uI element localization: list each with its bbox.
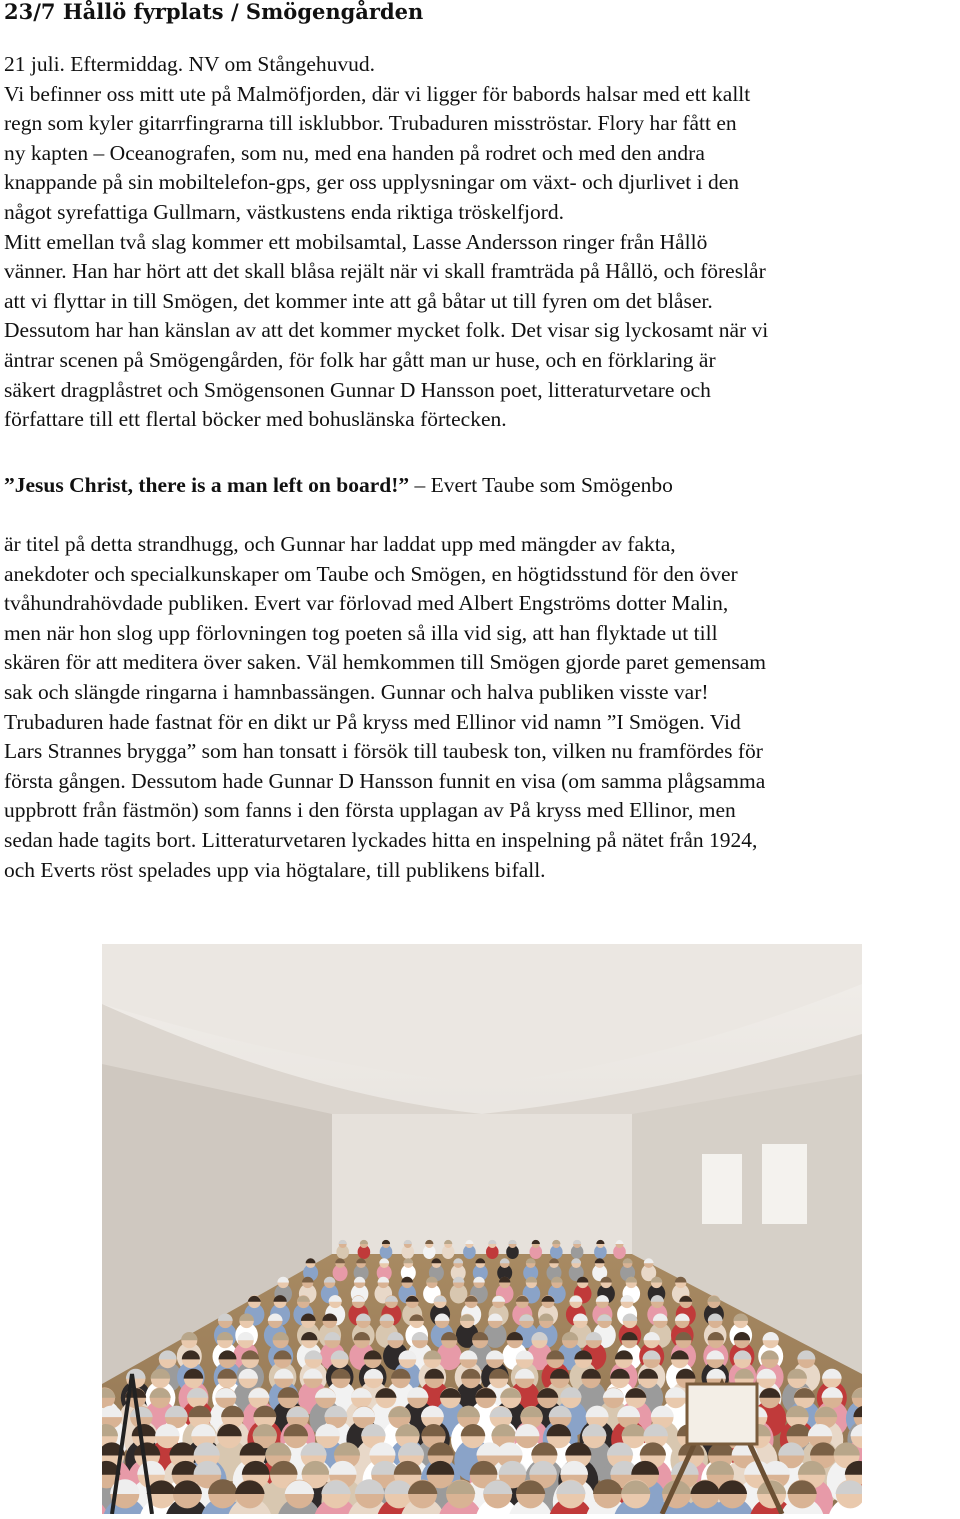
text-line: uppbrott från fästmön) som fanns i den första upplagan av På kryss med Ellinor, men <box>4 798 736 823</box>
text-line: anekdoter och specialkunskaper om Taube och Smögen, en högtidsstund för den över <box>4 561 738 586</box>
text-line: 21 juli. Eftermiddag. NV om Stångehuvud. <box>4 52 376 76</box>
text-line: ny kapten – Oceanografen, som nu, med ena handen på rodret och med den andra <box>4 140 705 165</box>
text-line: och Everts röst spelades upp via högtalare, till publikens bifall. <box>4 857 546 882</box>
text-line: att vi flyttar in till Smögen, det kommer inte att gå båtar ut till fyren om det blåser. <box>4 288 713 313</box>
text-line: Lars Strannes brygga” som han tonsatt i försök till taubesk ton, vilken nu framfördes för <box>4 739 763 764</box>
text-line: men när hon slog upp förlovningen tog poeten så illa vid sig, att han flyktade ut till <box>4 620 718 645</box>
text-line: Mitt emellan två slag kommer ett mobilsamtal, Lasse Andersson ringer från Hållö <box>4 229 708 254</box>
text-line: regn som kyler gitarrfingrarna till isklubbor. Trubaduren misströstar. Flory har fått en <box>4 111 737 136</box>
audience-photo-icon <box>102 944 862 1514</box>
text-line: Vi befinner oss mitt ute på Malmöfjorden, där vi ligger för babords halsar med ett kallt <box>4 81 751 106</box>
text-line: sak och slängde ringarna i hamnbassängen. Gunnar och halva publiken visste var! <box>4 679 709 704</box>
text-line: Trubaduren hade fastnat för en dikt ur På kryss med Ellinor vid namn ”I Smögen. Vid <box>4 709 741 734</box>
quote-attribution: – Evert Taube som Smögenbo <box>409 473 673 497</box>
paragraph-block-1 <box>4 50 768 435</box>
text-line: säkert dragplåstret och Smögensonen Gunnar D Hansson poet, litteraturvetare och <box>4 377 711 402</box>
text-line: författare till ett flertal böcker med bohuslänska förtecken. <box>4 407 507 432</box>
text-line: något syrefattiga Gullmarn, västkustens enda riktiga tröskelfjord. <box>4 199 565 224</box>
text-line: knappande på sin mobiltelefon-gps, ger oss upplysningar om växt- och djurlivet i den <box>4 170 740 195</box>
quote-line <box>4 470 673 500</box>
paragraph-block-2 <box>4 530 766 885</box>
page-title: 23/7 Hållö fyrplats / Smögengården <box>4 0 424 24</box>
text-line: vänner. Han har hört att det skall blåsa rejält när vi skall framträda på Hållö, och föreslår <box>4 259 766 284</box>
text-line: Dessutom har han känslan av att det kommer mycket folk. Det visar sig lyckosamt när vi <box>4 318 769 343</box>
text-line: skären för att meditera över saken. Väl hemkommen till Smögen gjorde paret gemensam <box>4 650 767 675</box>
text-line: är titel på detta strandhugg, och Gunnar har laddat upp med mängder av fakta, <box>4 532 676 556</box>
text-line: första gången. Dessutom hade Gunnar D Hansson funnit en visa (om samma plågsamma <box>4 768 766 793</box>
text-line: sedan hade tagits bort. Litteraturvetaren lyckades hitta en inspelning på nätet från 1924, <box>4 827 758 852</box>
text-line: tvåhundrahövdade publiken. Evert var förlovad med Albert Engströms dotter Malin, <box>4 591 729 616</box>
taube-quote: ”Jesus Christ, there is a man left on board!” <box>4 473 410 497</box>
text-line: äntrar scenen på Smögengården, för folk har gått man ur huse, och en förklaring är <box>4 347 716 372</box>
